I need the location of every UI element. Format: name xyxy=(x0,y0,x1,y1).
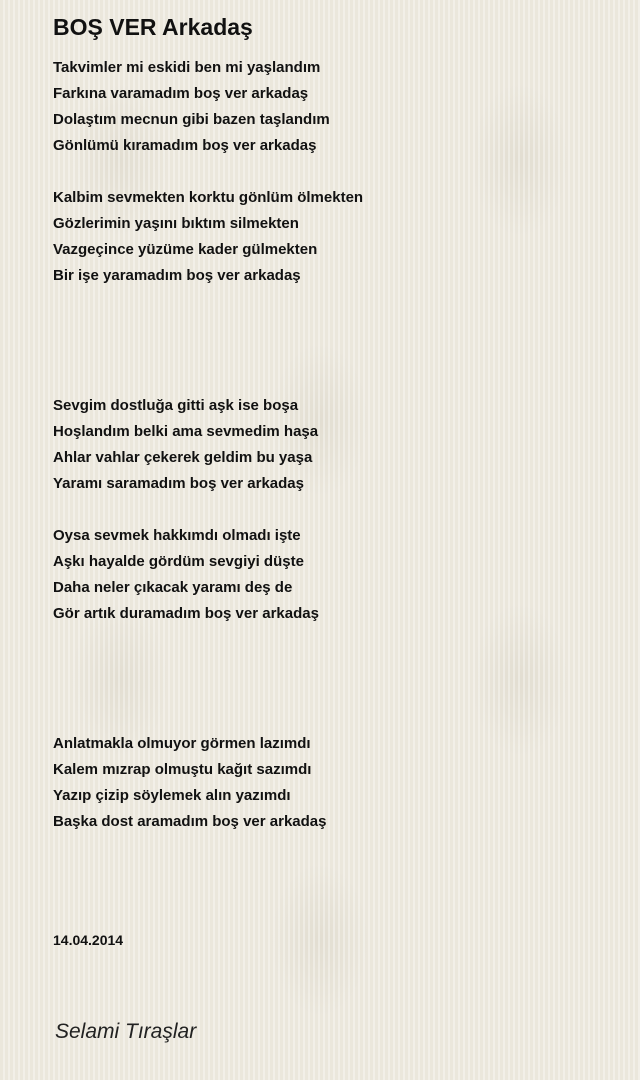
poem-line: Başka dost aramadım boş ver arkadaş xyxy=(53,813,327,830)
poem-line: Daha neler çıkacak yaramı deş de xyxy=(53,579,293,596)
poem-line: Aşkı hayalde gördüm sevgiyi düşte xyxy=(53,553,304,570)
poem-line: Vazgeçince yüzüme kader gülmekten xyxy=(53,241,318,258)
poem-body xyxy=(53,55,613,835)
poem-line: Gönlümü kıramadım boş ver arkadaş xyxy=(53,137,317,154)
stanza-3 xyxy=(53,393,613,497)
poem-line: Takvimler mi eskidi ben mi yaşlandım xyxy=(53,59,321,76)
poem-line: Ahlar vahlar çekerek geldim bu yaşa xyxy=(53,449,313,466)
poem-page xyxy=(53,12,613,835)
poem-line: Bir işe yaramadım boş ver arkadaş xyxy=(53,267,301,284)
poem-line: Hoşlandım belki ama sevmedim haşa xyxy=(53,423,319,440)
poem-line: Yazıp çizip söylemek alın yazımdı xyxy=(53,787,291,804)
poem-line: Oysa sevmek hakkımdı olmadı işte xyxy=(53,527,301,544)
poem-title: BOŞ VER Arkadaş xyxy=(53,14,253,40)
poem-line: Gözlerimin yaşını bıktım silmekten xyxy=(53,215,299,232)
poem-line: Kalbim sevmekten korktu gönlüm ölmekten xyxy=(53,189,364,206)
poem-line: Sevgim dostluğa gitti aşk ise boşa xyxy=(53,397,299,414)
stanza-gap xyxy=(53,159,613,185)
stanza-1 xyxy=(53,55,613,159)
stanza-gap xyxy=(53,627,613,731)
stanza-4 xyxy=(53,523,613,627)
poem-line: Yaramı saramadım boş ver arkadaş xyxy=(53,475,304,492)
stanza-5 xyxy=(53,731,613,835)
poem-date: 14.04.2014 xyxy=(53,932,124,948)
poem-line: Dolaştım mecnun gibi bazen taşlandım xyxy=(53,111,330,128)
author-signature: Selami Tıraşlar xyxy=(55,1020,197,1043)
poem-line: Farkına varamadım boş ver arkadaş xyxy=(53,85,309,102)
poem-line: Gör artık duramadım boş ver arkadaş xyxy=(53,605,319,622)
stanza-gap xyxy=(53,497,613,523)
poem-line: Kalem mızrap olmuştu kağıt sazımdı xyxy=(53,761,312,778)
poem-line: Anlatmakla olmuyor görmen lazımdı xyxy=(53,735,311,752)
stanza-gap xyxy=(53,289,613,393)
stanza-2 xyxy=(53,185,613,289)
